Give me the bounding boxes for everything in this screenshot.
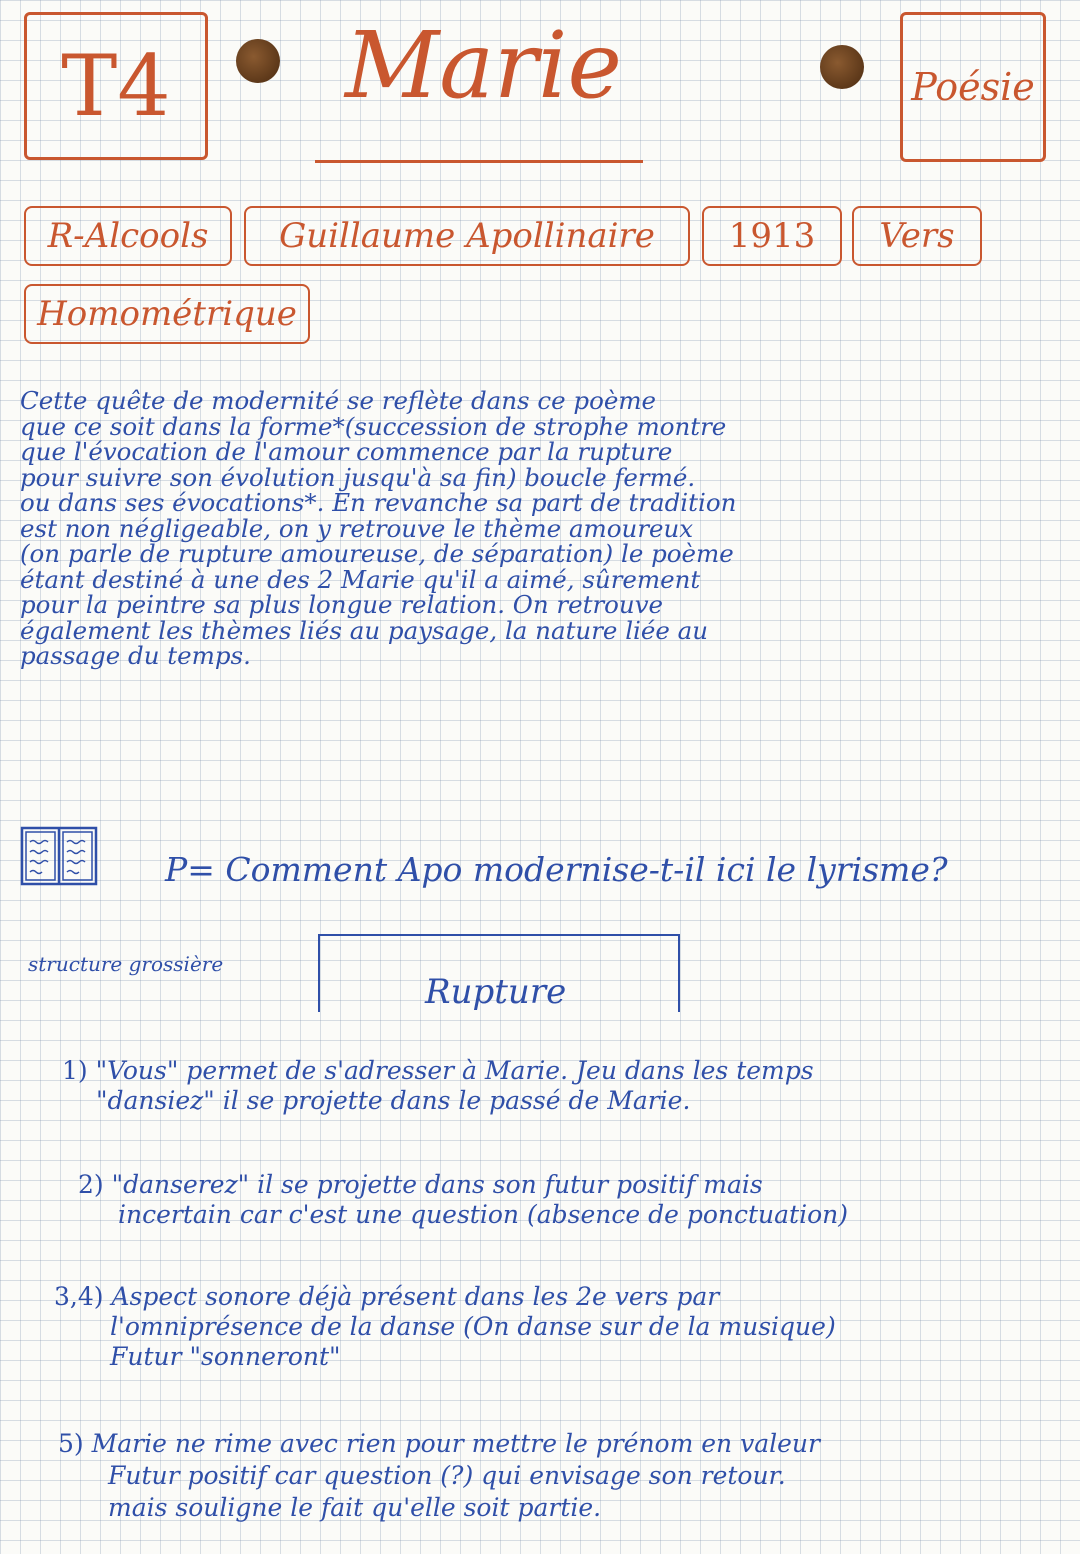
section-title: Rupture <box>425 972 567 1012</box>
title-underline <box>315 160 643 163</box>
chapter-label: T4 <box>61 37 171 135</box>
intro-line: Cette quête de modernité se reflète dans ce poème <box>20 386 657 415</box>
intro-line: pour la peintre sa plus longue relation. On retrouve <box>20 590 664 619</box>
item-number: 5) <box>58 1429 84 1458</box>
analysis-item <box>62 1056 814 1116</box>
item-line: incertain car c'est une question (absence de ponctuation) <box>118 1200 848 1229</box>
intro-line: que ce soit dans la forme*(succession de strophe montre <box>20 411 727 441</box>
binder-hole-icon <box>236 39 280 83</box>
analysis-item <box>58 1428 820 1524</box>
item-line: Futur positif car question (?) qui envisage son retour. <box>108 1461 786 1490</box>
intro-line: également les thèmes liés au paysage, la nature liée au <box>20 615 709 645</box>
intro-line: est non négligeable, on y retrouve le thème amoureux <box>20 513 694 543</box>
intro-line: que l'évocation de l'amour commence par la rupture <box>20 437 673 466</box>
analysis-item <box>78 1170 848 1230</box>
item-number: 1) <box>62 1056 88 1085</box>
item-line: "dansiez" il se projette dans le passé de Marie. <box>96 1086 691 1115</box>
item-line: l'omniprésence de la danse (On danse sur de la musique) <box>110 1312 836 1341</box>
item-line: Aspect sonore déjà présent dans les 2e vers par <box>111 1282 720 1311</box>
tag-recueil: R-Alcools <box>24 206 232 266</box>
intro-line: ou dans ses évocations*. En revanche sa part de tradition <box>20 488 737 517</box>
tag-year: 1913 <box>702 206 842 266</box>
structure-label: structure grossière <box>28 952 224 976</box>
tag-meter: Homométrique <box>24 284 310 344</box>
intro-line: pour suivre son évolution jusqu'à sa fin) boucle fermé. <box>20 462 696 492</box>
item-number: 3,4) <box>54 1282 104 1311</box>
problematic-question: P= Comment Apo modernise-t-il ici le lyrisme? <box>165 850 948 889</box>
tag-form: Vers <box>852 206 982 266</box>
tag-author: Guillaume Apollinaire <box>244 206 690 266</box>
item-line: Futur "sonneront" <box>110 1342 341 1371</box>
genre-label: Poésie <box>911 65 1035 109</box>
item-line: "Vous" permet de s'adresser à Marie. Jeu dans les temps <box>95 1056 814 1085</box>
analysis-item <box>54 1282 836 1372</box>
intro-line: passage du temps. <box>20 641 251 670</box>
page-title: Marie <box>345 12 622 119</box>
intro-line: (on parle de rupture amoureuse, de séparation) le poème <box>20 539 734 568</box>
item-line: Marie ne rime avec rien pour mettre le prénom en valeur <box>91 1429 820 1458</box>
item-line: "danserez" il se projette dans son futur positif mais <box>111 1170 763 1199</box>
chapter-label-box <box>24 12 208 160</box>
binder-hole-icon <box>820 45 864 89</box>
item-number: 2) <box>78 1170 104 1199</box>
open-book-icon <box>20 826 98 886</box>
item-line: mais souligne le fait qu'elle soit partie. <box>108 1493 602 1522</box>
intro-paragraph <box>20 388 1070 669</box>
intro-line: étant destiné à une des 2 Marie qu'il a aimé, sûrement <box>20 564 701 594</box>
genre-label-box <box>900 12 1046 162</box>
